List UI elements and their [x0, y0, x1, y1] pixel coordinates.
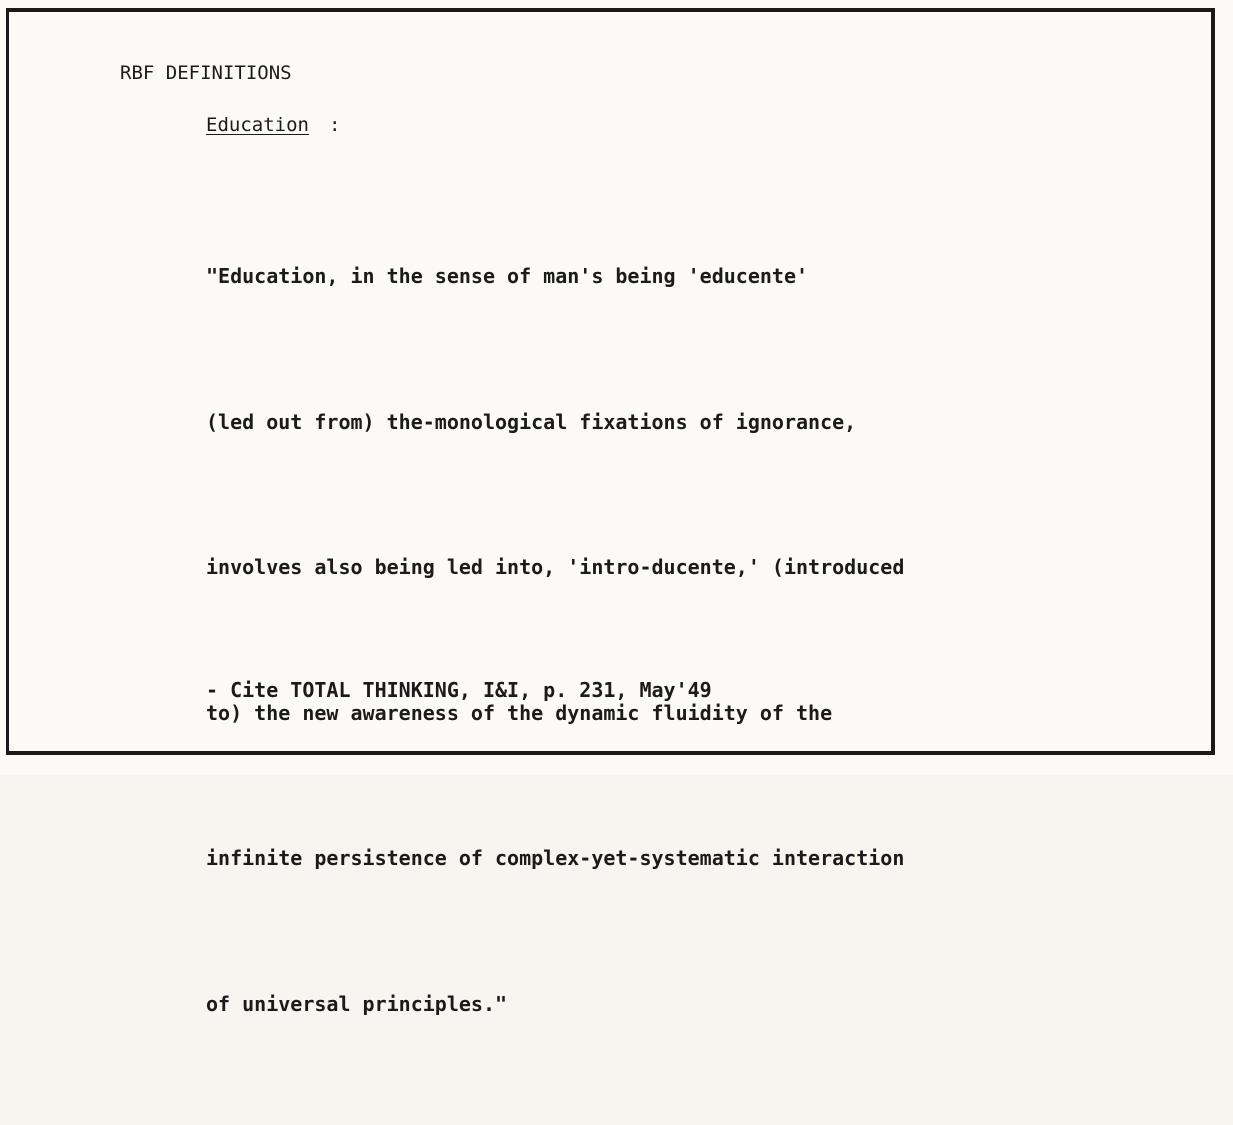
quote-line: "Education, in the sense of man's being 'educente' [206, 264, 809, 288]
quote-line: infinite persistence of complex-yet-systematic interaction [206, 846, 905, 870]
term-label: Education [206, 114, 309, 136]
quote-line: (led out from) the-monological fixations of ignorance, [206, 409, 857, 434]
definition-quote [206, 155, 904, 1125]
quote-line: to) the new awareness of the dynamic fluidity of the [206, 700, 833, 725]
citation: - Cite TOTAL THINKING, I&I, p. 231, May'49 [206, 678, 712, 702]
quote-line: of universal principles." [206, 991, 508, 1016]
card-heading: RBF DEFINITIONS [120, 62, 292, 84]
term-colon: : [329, 114, 341, 136]
quote-line: involves also being led into, 'intro-ducente,' (introduced [206, 555, 905, 579]
